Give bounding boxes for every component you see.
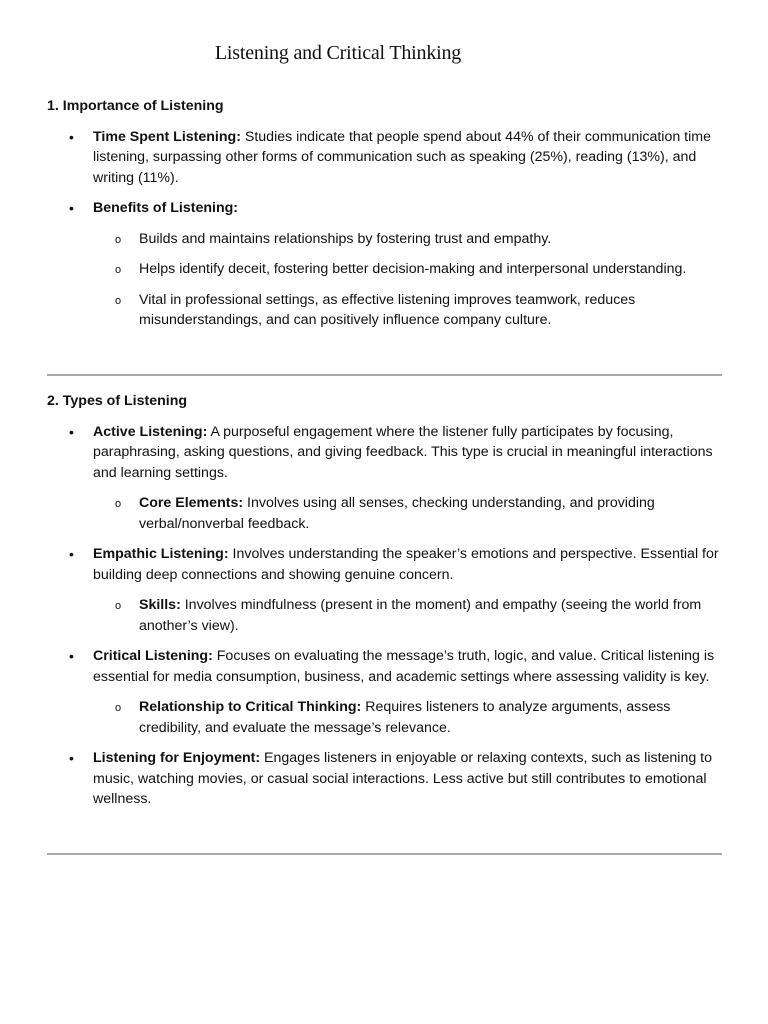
circle-bullet-icon: o (115, 702, 122, 714)
document-title: Listening and Critical Thinking (214, 42, 462, 64)
bullet-list (47, 422, 725, 810)
item-text: Studies indicate that people spend about 44% of their communication time listening, surpassing other forms of communication such as speaking (25%), reading (13%), and writing (11%). (93, 128, 711, 186)
sub-bullet-list (93, 595, 725, 636)
item-text: Involves understanding the speaker’s emotions and perspective. Essential for building deep connections and showing genuine concern. (93, 546, 719, 583)
section-importance-of-listening (47, 96, 725, 331)
sub-item-text: Vital in professional settings, as effective listening improves teamwork, reduces misunderstandings, and can positively influence company culture. (139, 291, 636, 328)
item-text: Focuses on evaluating the message’s truth, logic, and value. Critical listening is essential for media consumption, business, and academic settings where assessing validity is key. (93, 648, 715, 685)
item-label: Benefits of Listening: (93, 200, 239, 216)
bullet-icon: • (69, 200, 74, 216)
sub-item-text: Helps identify deceit, fostering better decision-making and interpersonal understanding. (139, 261, 687, 277)
sub-item-text: Involves using all senses, checking understanding, and providing verbal/nonverbal feedback. (139, 495, 655, 532)
sub-item-label: Core Elements: (139, 495, 244, 511)
sub-item-label: Relationship to Critical Thinking: (139, 699, 362, 715)
bullet-icon: • (69, 750, 74, 766)
circle-bullet-icon: o (115, 498, 122, 510)
sub-bullet-list (93, 229, 725, 331)
section-types-of-listening (47, 391, 725, 810)
sub-list-item (93, 493, 725, 534)
item-label: Empathic Listening: (93, 546, 229, 562)
list-item (47, 748, 725, 810)
item-label: Time Spent Listening: (93, 128, 241, 145)
bullet-icon: • (69, 423, 74, 440)
section-heading: 2. Types of Listening (47, 393, 188, 409)
sub-list-item (93, 697, 725, 738)
sub-item-text: Involves mindfulness (present in the moment) and empathy (seeing the world from another’s view). (139, 597, 702, 634)
list-item (47, 127, 725, 189)
sub-list-item (93, 290, 725, 331)
circle-bullet-icon: o (115, 264, 122, 276)
bullet-icon: • (69, 546, 74, 562)
bullet-icon: • (69, 128, 74, 145)
sub-list-item (93, 259, 725, 280)
sub-item-text: Builds and maintains relationships by fostering trust and empathy. (139, 230, 552, 247)
sub-item-text: Requires listeners to analyze arguments, assess credibility, and evaluate the message’s relevance. (139, 699, 671, 736)
section-heading: 1. Importance of Listening (47, 98, 224, 114)
horizontal-divider (47, 853, 722, 855)
sub-list-item (93, 595, 725, 636)
list-item (47, 646, 725, 738)
item-label: Active Listening: (93, 423, 208, 440)
circle-bullet-icon: o (115, 233, 122, 246)
sub-bullet-list (93, 493, 725, 534)
item-label: Listening for Enjoyment: (93, 750, 261, 766)
sub-bullet-list (93, 697, 725, 738)
list-item (47, 422, 725, 535)
sub-item-label: Skills: (139, 597, 181, 613)
item-text: A purposeful engagement where the listener fully participates by focusing, paraphrasing, asking questions, and giving feedback. This type is crucial in meaningful interactions and learning settings. (93, 423, 713, 481)
list-item (47, 544, 725, 636)
item-label: Critical Listening: (93, 648, 213, 664)
sub-list-item (93, 229, 725, 250)
bullet-list (47, 127, 725, 331)
list-item (47, 198, 725, 331)
horizontal-divider (47, 374, 722, 376)
circle-bullet-icon: o (115, 294, 122, 307)
item-text: Engages listeners in enjoyable or relaxing contexts, such as listening to music, watching movies, or casual social interactions. Less active but still contributes to emotional wellness. (93, 750, 713, 807)
circle-bullet-icon: o (115, 600, 122, 612)
bullet-icon: • (69, 648, 74, 664)
